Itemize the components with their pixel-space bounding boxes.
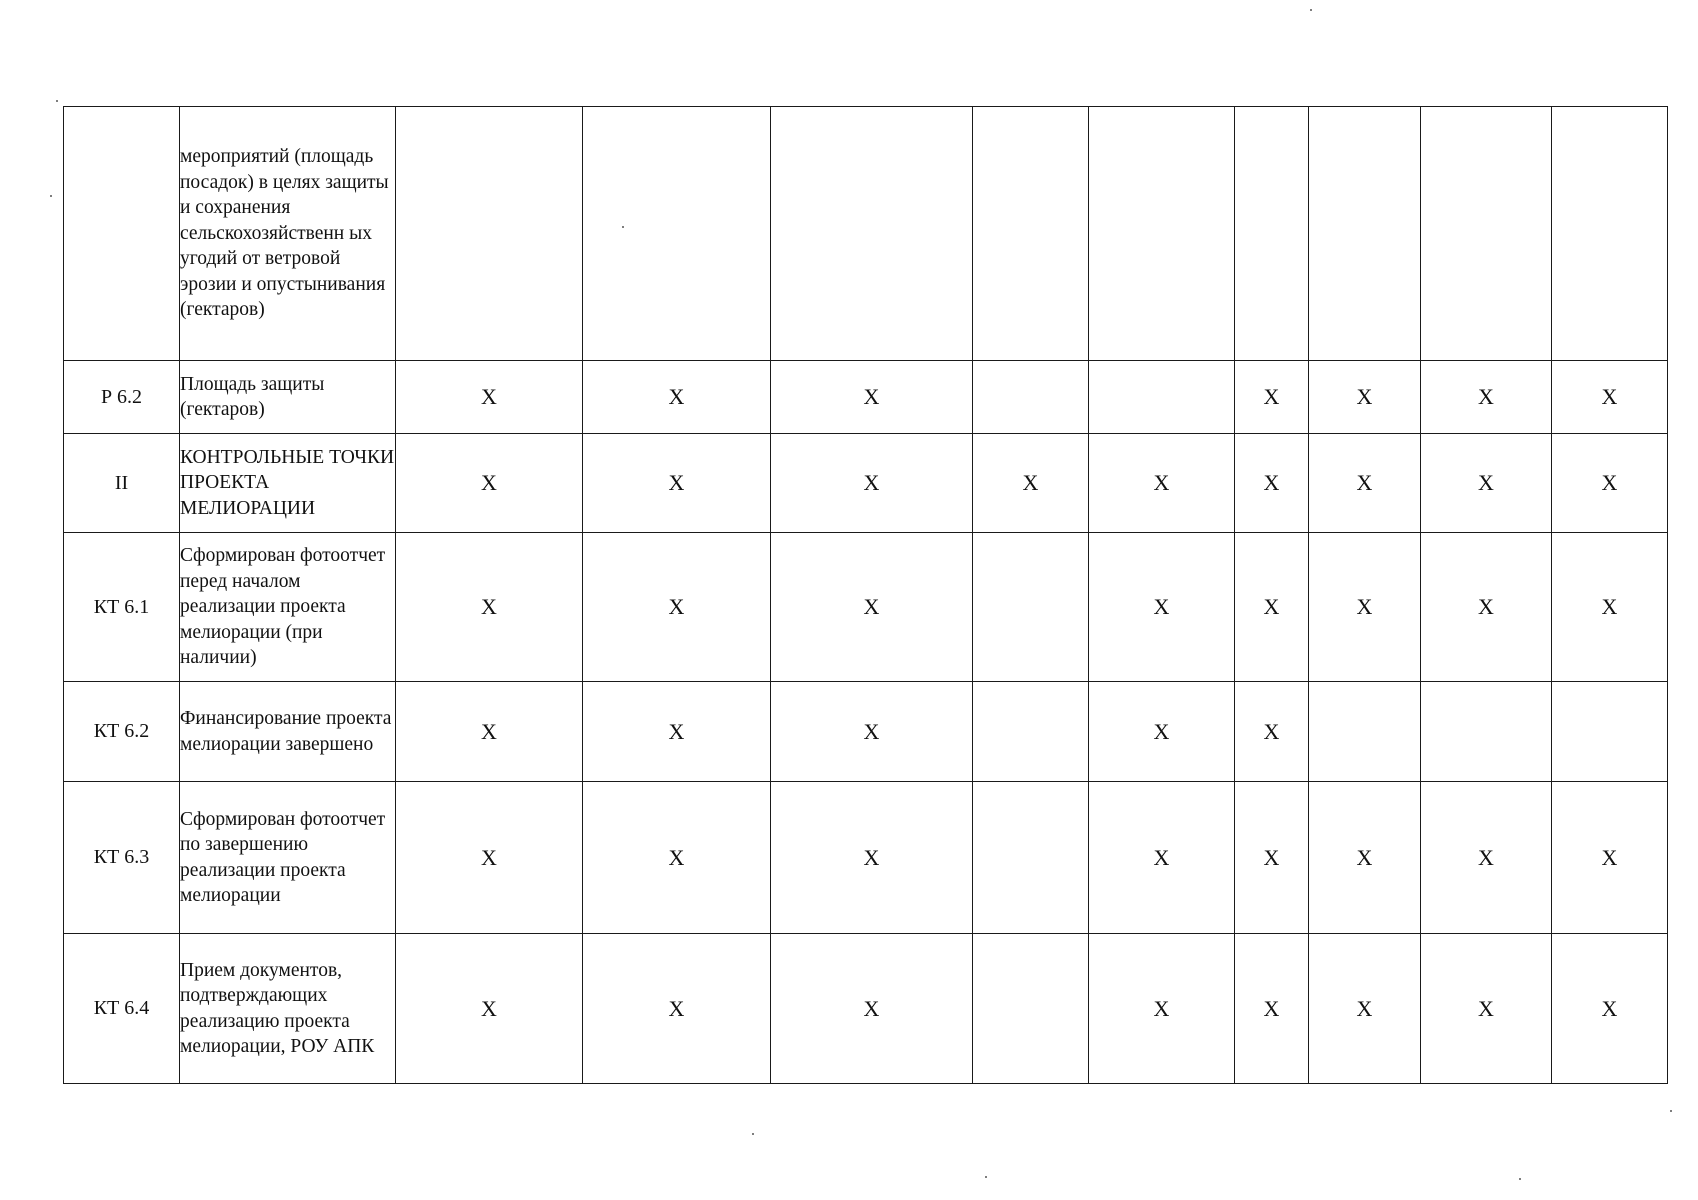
mark-cell: Х: [396, 782, 583, 934]
row-description: мероприятий (площадь посадок) в целях защиты и сохранения сельскохозяйственн ых угодий от ветровой эрозии и опустынивания (гектаров): [180, 107, 396, 361]
measures-table: [63, 106, 1668, 1084]
mark-cell: Х: [1235, 934, 1309, 1084]
mark-cell: Х: [771, 782, 973, 934]
mark-cell: Х: [1089, 934, 1235, 1084]
row-code: [64, 107, 180, 361]
mark-cell: Х: [1552, 361, 1668, 434]
scan-speck: [752, 1133, 754, 1135]
mark-cell: Х: [1235, 361, 1309, 434]
scan-speck: [622, 226, 624, 228]
mark-cell: Х: [583, 434, 771, 533]
scan-speck: [50, 195, 52, 197]
scan-speck: [985, 1176, 987, 1178]
mark-cell: Х: [1235, 434, 1309, 533]
row-code: II: [64, 434, 180, 533]
mark-cell: [1309, 107, 1421, 361]
mark-cell: Х: [1552, 782, 1668, 934]
mark-cell: Х: [396, 533, 583, 682]
mark-cell: Х: [771, 934, 973, 1084]
row-code: КТ 6.1: [64, 533, 180, 682]
mark-cell: Х: [771, 434, 973, 533]
row-code: КТ 6.3: [64, 782, 180, 934]
mark-cell: [973, 682, 1089, 782]
table-row: [64, 682, 1668, 782]
mark-cell: Х: [1089, 682, 1235, 782]
mark-cell: Х: [771, 533, 973, 682]
row-description: Финансирование проекта мелиорации завершено: [180, 682, 396, 782]
mark-cell: [396, 107, 583, 361]
scan-speck: [1310, 9, 1312, 11]
mark-cell: Х: [1235, 782, 1309, 934]
table-row: [64, 782, 1668, 934]
mark-cell: Х: [1309, 533, 1421, 682]
scan-speck: [1670, 1110, 1672, 1112]
table-body: [64, 107, 1668, 1084]
mark-cell: Х: [583, 682, 771, 782]
mark-cell: [1421, 682, 1552, 782]
row-code: Р 6.2: [64, 361, 180, 434]
mark-cell: [1552, 107, 1668, 361]
mark-cell: Х: [1089, 782, 1235, 934]
mark-cell: Х: [583, 533, 771, 682]
mark-cell: [973, 107, 1089, 361]
table-row: [64, 533, 1668, 682]
mark-cell: Х: [396, 434, 583, 533]
mark-cell: Х: [1552, 434, 1668, 533]
row-description: Сформирован фотоотчет по завершению реализации проекта мелиорации: [180, 782, 396, 934]
mark-cell: [771, 107, 973, 361]
mark-cell: Х: [973, 434, 1089, 533]
mark-cell: Х: [1309, 434, 1421, 533]
mark-cell: Х: [396, 361, 583, 434]
mark-cell: Х: [396, 682, 583, 782]
table-row: [64, 434, 1668, 533]
mark-cell: Х: [1552, 533, 1668, 682]
table-row: [64, 361, 1668, 434]
mark-cell: Х: [1421, 361, 1552, 434]
scan-speck: [56, 100, 58, 102]
mark-cell: Х: [1421, 782, 1552, 934]
mark-cell: Х: [583, 934, 771, 1084]
table-row: [64, 934, 1668, 1084]
mark-cell: Х: [396, 934, 583, 1084]
mark-cell: [973, 782, 1089, 934]
mark-cell: Х: [771, 682, 973, 782]
mark-cell: Х: [1089, 434, 1235, 533]
row-description: КОНТРОЛЬНЫЕ ТОЧКИ ПРОЕКТА МЕЛИОРАЦИИ: [180, 434, 396, 533]
mark-cell: [1552, 682, 1668, 782]
mark-cell: [1235, 107, 1309, 361]
mark-cell: Х: [1309, 782, 1421, 934]
row-code: КТ 6.2: [64, 682, 180, 782]
mark-cell: Х: [1235, 682, 1309, 782]
scan-speck: [1519, 1178, 1521, 1180]
mark-cell: [1309, 682, 1421, 782]
mark-cell: Х: [1552, 934, 1668, 1084]
mark-cell: [583, 107, 771, 361]
mark-cell: Х: [1309, 934, 1421, 1084]
mark-cell: Х: [1089, 533, 1235, 682]
mark-cell: Х: [1235, 533, 1309, 682]
mark-cell: [973, 934, 1089, 1084]
mark-cell: Х: [1421, 533, 1552, 682]
mark-cell: [1089, 361, 1235, 434]
mark-cell: [1089, 107, 1235, 361]
row-description: Прием документов, подтверждающих реализацию проекта мелиорации, РОУ АПК: [180, 934, 396, 1084]
row-code: КТ 6.4: [64, 934, 180, 1084]
mark-cell: Х: [1421, 434, 1552, 533]
mark-cell: Х: [583, 782, 771, 934]
mark-cell: Х: [1309, 361, 1421, 434]
mark-cell: [1421, 107, 1552, 361]
mark-cell: [973, 533, 1089, 682]
table-row: [64, 107, 1668, 361]
mark-cell: Х: [771, 361, 973, 434]
mark-cell: [973, 361, 1089, 434]
mark-cell: Х: [1421, 934, 1552, 1084]
mark-cell: Х: [583, 361, 771, 434]
row-description: Площадь защиты (гектаров): [180, 361, 396, 434]
row-description: Сформирован фотоотчет перед началом реализации проекта мелиорации (при наличии): [180, 533, 396, 682]
